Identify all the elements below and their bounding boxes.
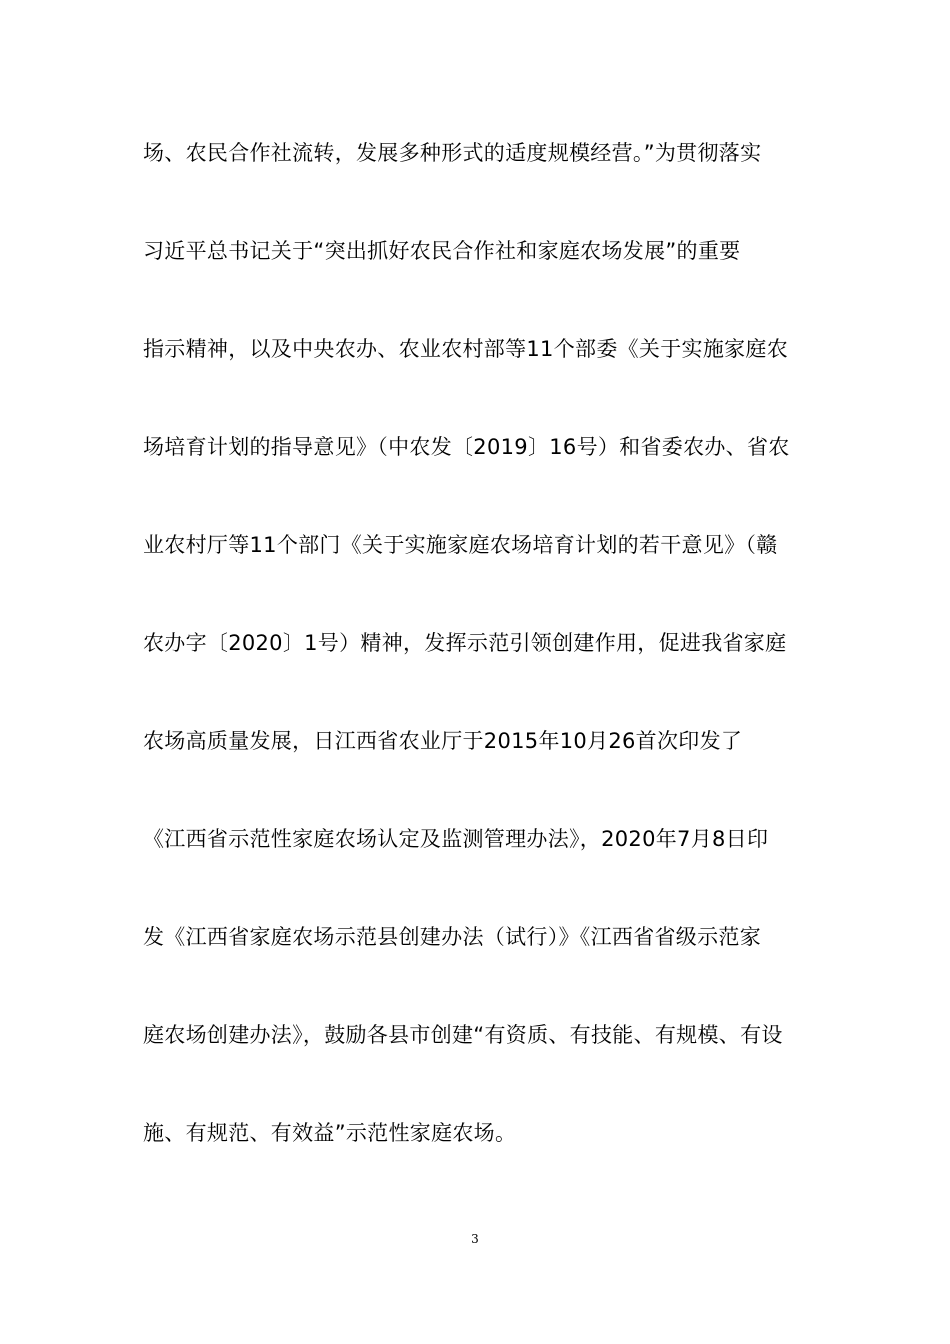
- paragraph-line: 庭农场创建办法》，鼓励各县市创建“有资质、有技能、有规模、有设: [143, 1023, 783, 1047]
- paragraph-line: 施、有规范、有效益”示范性家庭农场。: [143, 1121, 517, 1145]
- paragraph-line: 农场高质量发展，日江西省农业厅于2015年10月26首次印发了: [143, 729, 743, 753]
- paragraph-line: 场、农民合作社流转，发展多种形式的适度规模经营。”为贯彻落实: [143, 141, 762, 165]
- paragraph-line: 农办字〔2020〕1号）精神，发挥示范引领创建作用，促进我省家庭: [143, 631, 787, 655]
- paragraph-line: 习近平总书记关于“突出抓好农民合作社和家庭农场发展”的重要: [143, 239, 741, 263]
- paragraph-line: 场培育计划的指导意见》（中农发〔2019〕16号）和省委农办、省农: [143, 435, 790, 459]
- body-paragraph: [143, 128, 813, 1206]
- page-number: 3: [471, 1232, 479, 1246]
- paragraph-line: 业农村厅等11个部门《关于实施家庭农场培育计划的若干意见》（赣: [143, 533, 778, 557]
- paragraph-line: 发《江西省家庭农场示范县创建办法（试行）》《江西省省级示范家: [143, 925, 761, 949]
- paragraph-line: 指示精神，以及中央农办、农业农村部等11个部委《关于实施家庭农: [143, 337, 789, 361]
- paragraph-line: 《江西省示范性家庭农场认定及监测管理办法》，2020年7月8日印: [143, 827, 769, 851]
